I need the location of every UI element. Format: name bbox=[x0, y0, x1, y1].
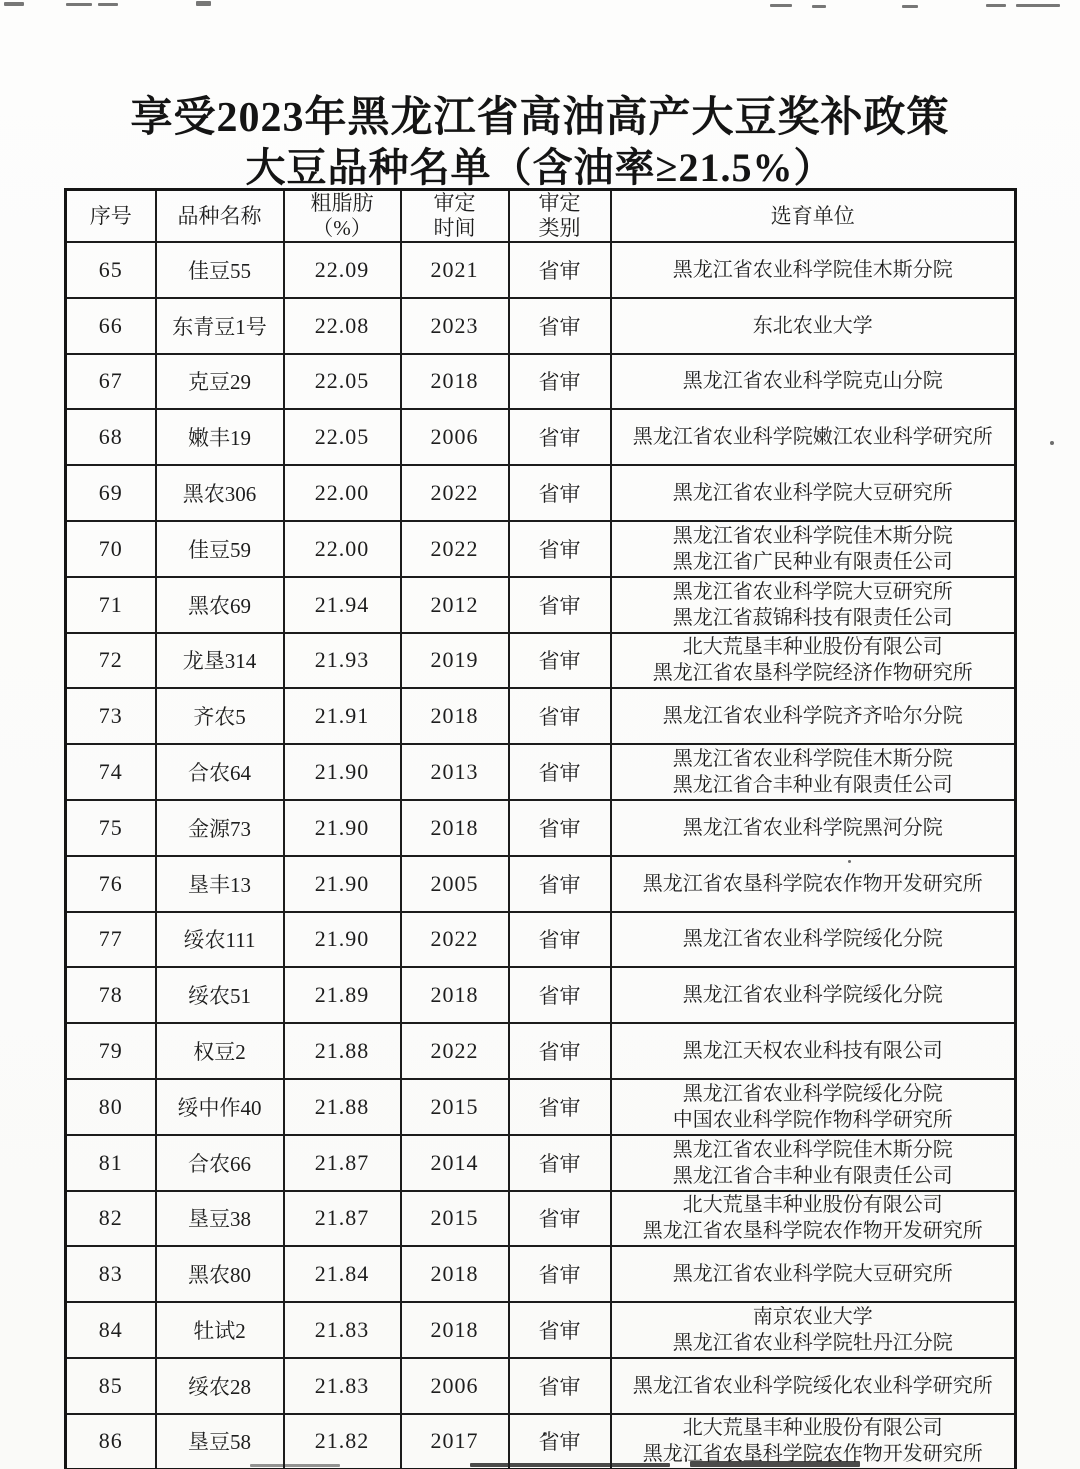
approval-year-cell: 2018 bbox=[401, 1302, 509, 1358]
row-index-cell: 71 bbox=[66, 577, 156, 633]
table-row bbox=[66, 354, 1016, 410]
scan-artifact bbox=[196, 1, 211, 6]
variety-name-cell: 佳豆55 bbox=[156, 242, 284, 298]
approval-category-cell: 省审 bbox=[509, 1358, 611, 1414]
approval-category-cell: 省审 bbox=[509, 1414, 611, 1469]
table-row bbox=[66, 912, 1016, 968]
crude-fat-cell: 21.87 bbox=[284, 1191, 401, 1247]
scan-artifact bbox=[812, 5, 826, 8]
approval-category-cell: 省审 bbox=[509, 354, 611, 410]
scan-artifact bbox=[98, 3, 118, 6]
approval-category-cell: 省审 bbox=[509, 242, 611, 298]
approval-category-cell: 省审 bbox=[509, 465, 611, 521]
scan-artifact-dot bbox=[1050, 441, 1054, 445]
approval-year-cell: 2023 bbox=[401, 298, 509, 354]
breeding-unit-cell: 北大荒垦丰种业股份有限公司 黑龙江省农垦科学院经济作物研究所 bbox=[611, 633, 1016, 689]
approval-category-cell: 省审 bbox=[509, 856, 611, 912]
crude-fat-cell: 21.90 bbox=[284, 856, 401, 912]
approval-category-cell: 省审 bbox=[509, 1079, 611, 1135]
row-index-cell: 80 bbox=[66, 1079, 156, 1135]
variety-name-cell: 黑农306 bbox=[156, 465, 284, 521]
approval-category-cell: 省审 bbox=[509, 1246, 611, 1302]
variety-name-cell: 佳豆59 bbox=[156, 521, 284, 577]
breeding-unit-cell: 北大荒垦丰种业股份有限公司 黑龙江省农垦科学院农作物开发研究所 bbox=[611, 1191, 1016, 1247]
approval-year-cell: 2015 bbox=[401, 1079, 509, 1135]
breeding-unit-cell: 黑龙江省农业科学院大豆研究所 bbox=[611, 465, 1016, 521]
approval-category-cell: 省审 bbox=[509, 633, 611, 689]
row-index-cell: 85 bbox=[66, 1358, 156, 1414]
table-row bbox=[66, 577, 1016, 633]
table-row bbox=[66, 688, 1016, 744]
approval-year-cell: 2022 bbox=[401, 912, 509, 968]
document-title-line1: 享受2023年黑龙江省高油高产大豆奖补政策 bbox=[130, 95, 950, 141]
row-index-cell: 76 bbox=[66, 856, 156, 912]
approval-year-cell: 2018 bbox=[401, 967, 509, 1023]
approval-year-cell: 2014 bbox=[401, 1135, 509, 1191]
scan-artifact bbox=[66, 3, 92, 6]
breeding-unit-cell: 南京农业大学 黑龙江省农业科学院牡丹江分院 bbox=[611, 1302, 1016, 1358]
variety-name-cell: 黑农69 bbox=[156, 577, 284, 633]
variety-name-cell: 合农66 bbox=[156, 1135, 284, 1191]
col-header-index: 序号 bbox=[66, 190, 156, 243]
scan-artifact bbox=[1016, 4, 1060, 7]
approval-year-cell: 2013 bbox=[401, 744, 509, 800]
approval-year-cell: 2015 bbox=[401, 1191, 509, 1247]
crude-fat-cell: 21.90 bbox=[284, 912, 401, 968]
crude-fat-cell: 22.00 bbox=[284, 521, 401, 577]
scan-artifact bbox=[4, 2, 24, 6]
breeding-unit-cell: 黑龙江省农业科学院黑河分院 bbox=[611, 800, 1016, 856]
crude-fat-cell: 21.83 bbox=[284, 1302, 401, 1358]
crude-fat-cell: 22.09 bbox=[284, 242, 401, 298]
row-index-cell: 72 bbox=[66, 633, 156, 689]
row-index-cell: 69 bbox=[66, 465, 156, 521]
row-index-cell: 84 bbox=[66, 1302, 156, 1358]
variety-name-cell: 东青豆1号 bbox=[156, 298, 284, 354]
crude-fat-cell: 21.88 bbox=[284, 1023, 401, 1079]
row-index-cell: 65 bbox=[66, 242, 156, 298]
approval-category-cell: 省审 bbox=[509, 688, 611, 744]
crude-fat-cell: 21.90 bbox=[284, 744, 401, 800]
breeding-unit-cell: 黑龙江省农业科学院大豆研究所 黑龙江省菽锦科技有限责任公司 bbox=[611, 577, 1016, 633]
table-row bbox=[66, 1414, 1016, 1469]
breeding-unit-cell: 黑龙江省农业科学院绥化分院 bbox=[611, 967, 1016, 1023]
breeding-unit-cell: 黑龙江省农业科学院绥化分院 bbox=[611, 912, 1016, 968]
variety-name-cell: 克豆29 bbox=[156, 354, 284, 410]
variety-name-cell: 垦豆58 bbox=[156, 1414, 284, 1469]
table-row bbox=[66, 967, 1016, 1023]
approval-year-cell: 2012 bbox=[401, 577, 509, 633]
row-index-cell: 70 bbox=[66, 521, 156, 577]
variety-name-cell: 绥农111 bbox=[156, 912, 284, 968]
approval-category-cell: 省审 bbox=[509, 1023, 611, 1079]
variety-name-cell: 黑农80 bbox=[156, 1246, 284, 1302]
approval-year-cell: 2018 bbox=[401, 688, 509, 744]
approval-category-cell: 省审 bbox=[509, 298, 611, 354]
col-header-crude-fat: 粗脂肪 （%） bbox=[284, 190, 401, 243]
approval-year-cell: 2022 bbox=[401, 465, 509, 521]
row-index-cell: 74 bbox=[66, 744, 156, 800]
approval-year-cell: 2018 bbox=[401, 1246, 509, 1302]
table-row bbox=[66, 856, 1016, 912]
table-row bbox=[66, 633, 1016, 689]
table-row bbox=[66, 409, 1016, 465]
approval-category-cell: 省审 bbox=[509, 1191, 611, 1247]
table-row bbox=[66, 1358, 1016, 1414]
variety-name-cell: 垦豆38 bbox=[156, 1191, 284, 1247]
crude-fat-cell: 21.94 bbox=[284, 577, 401, 633]
approval-category-cell: 省审 bbox=[509, 1302, 611, 1358]
col-header-breeding-unit: 选育单位 bbox=[611, 190, 1016, 243]
col-header-approval-category: 审定 类别 bbox=[509, 190, 611, 243]
table-row bbox=[66, 298, 1016, 354]
row-index-cell: 66 bbox=[66, 298, 156, 354]
table-row bbox=[66, 1135, 1016, 1191]
approval-year-cell: 2021 bbox=[401, 242, 509, 298]
crude-fat-cell: 21.83 bbox=[284, 1358, 401, 1414]
table-row bbox=[66, 1023, 1016, 1079]
approval-year-cell: 2019 bbox=[401, 633, 509, 689]
breeding-unit-cell: 黑龙江省农业科学院绥化农业科学研究所 bbox=[611, 1358, 1016, 1414]
breeding-unit-cell: 黑龙江省农业科学院嫩江农业科学研究所 bbox=[611, 409, 1016, 465]
variety-name-cell: 垦丰13 bbox=[156, 856, 284, 912]
table-row bbox=[66, 744, 1016, 800]
breeding-unit-cell: 东北农业大学 bbox=[611, 298, 1016, 354]
variety-name-cell: 嫩丰19 bbox=[156, 409, 284, 465]
table-row bbox=[66, 800, 1016, 856]
breeding-unit-cell: 黑龙江省农业科学院大豆研究所 bbox=[611, 1246, 1016, 1302]
table-row bbox=[66, 465, 1016, 521]
table-row bbox=[66, 1079, 1016, 1135]
breeding-unit-cell: 黑龙江省农业科学院佳木斯分院 黑龙江省广民种业有限责任公司 bbox=[611, 521, 1016, 577]
row-index-cell: 79 bbox=[66, 1023, 156, 1079]
approval-category-cell: 省审 bbox=[509, 800, 611, 856]
table-header-row bbox=[66, 190, 1016, 243]
approval-category-cell: 省审 bbox=[509, 521, 611, 577]
row-index-cell: 86 bbox=[66, 1414, 156, 1469]
row-index-cell: 73 bbox=[66, 688, 156, 744]
breeding-unit-cell: 北大荒垦丰种业股份有限公司 黑龙江省农垦科学院农作物开发研究所 bbox=[611, 1414, 1016, 1469]
table-body bbox=[66, 242, 1016, 1469]
variety-name-cell: 龙垦314 bbox=[156, 633, 284, 689]
approval-category-cell: 省审 bbox=[509, 744, 611, 800]
breeding-unit-cell: 黑龙江省农垦科学院农作物开发研究所 bbox=[611, 856, 1016, 912]
breeding-unit-cell: 黑龙江天权农业科技有限公司 bbox=[611, 1023, 1016, 1079]
approval-category-cell: 省审 bbox=[509, 577, 611, 633]
crude-fat-cell: 21.84 bbox=[284, 1246, 401, 1302]
variety-name-cell: 绥农28 bbox=[156, 1358, 284, 1414]
variety-name-cell: 合农64 bbox=[156, 744, 284, 800]
variety-name-cell: 金源73 bbox=[156, 800, 284, 856]
col-header-variety-name: 品种名称 bbox=[156, 190, 284, 243]
breeding-unit-cell: 黑龙江省农业科学院克山分院 bbox=[611, 354, 1016, 410]
crude-fat-cell: 22.00 bbox=[284, 465, 401, 521]
row-index-cell: 67 bbox=[66, 354, 156, 410]
breeding-unit-cell: 黑龙江省农业科学院齐齐哈尔分院 bbox=[611, 688, 1016, 744]
scan-artifact bbox=[902, 5, 918, 8]
approval-year-cell: 2018 bbox=[401, 800, 509, 856]
approval-year-cell: 2006 bbox=[401, 1358, 509, 1414]
row-index-cell: 68 bbox=[66, 409, 156, 465]
approval-year-cell: 2017 bbox=[401, 1414, 509, 1469]
soybean-variety-table bbox=[64, 188, 1017, 1469]
row-index-cell: 82 bbox=[66, 1191, 156, 1247]
crude-fat-cell: 22.05 bbox=[284, 354, 401, 410]
approval-year-cell: 2018 bbox=[401, 354, 509, 410]
variety-name-cell: 权豆2 bbox=[156, 1023, 284, 1079]
row-index-cell: 75 bbox=[66, 800, 156, 856]
breeding-unit-cell: 黑龙江省农业科学院佳木斯分院 黑龙江省合丰种业有限责任公司 bbox=[611, 1135, 1016, 1191]
approval-year-cell: 2005 bbox=[401, 856, 509, 912]
document-title-line2: 大豆品种名单（含油率≥21.5%） bbox=[245, 145, 835, 190]
approval-category-cell: 省审 bbox=[509, 912, 611, 968]
breeding-unit-cell: 黑龙江省农业科学院绥化分院 中国农业科学院作物科学研究所 bbox=[611, 1079, 1016, 1135]
variety-name-cell: 绥中作40 bbox=[156, 1079, 284, 1135]
table-row bbox=[66, 242, 1016, 298]
crude-fat-cell: 22.08 bbox=[284, 298, 401, 354]
variety-name-cell: 齐农5 bbox=[156, 688, 284, 744]
approval-year-cell: 2006 bbox=[401, 409, 509, 465]
crude-fat-cell: 21.88 bbox=[284, 1079, 401, 1135]
approval-category-cell: 省审 bbox=[509, 967, 611, 1023]
table-row bbox=[66, 1191, 1016, 1247]
row-index-cell: 78 bbox=[66, 967, 156, 1023]
crude-fat-cell: 21.82 bbox=[284, 1414, 401, 1469]
crude-fat-cell: 21.93 bbox=[284, 633, 401, 689]
crude-fat-cell: 21.91 bbox=[284, 688, 401, 744]
breeding-unit-cell: 黑龙江省农业科学院佳木斯分院 黑龙江省合丰种业有限责任公司 bbox=[611, 744, 1016, 800]
table-row bbox=[66, 521, 1016, 577]
crude-fat-cell: 22.05 bbox=[284, 409, 401, 465]
table-row bbox=[66, 1302, 1016, 1358]
scan-artifact bbox=[770, 4, 792, 7]
variety-name-cell: 牡试2 bbox=[156, 1302, 284, 1358]
crude-fat-cell: 21.87 bbox=[284, 1135, 401, 1191]
breeding-unit-cell: 黑龙江省农业科学院佳木斯分院 bbox=[611, 242, 1016, 298]
row-index-cell: 83 bbox=[66, 1246, 156, 1302]
row-index-cell: 77 bbox=[66, 912, 156, 968]
approval-year-cell: 2022 bbox=[401, 1023, 509, 1079]
row-index-cell: 81 bbox=[66, 1135, 156, 1191]
variety-name-cell: 绥农51 bbox=[156, 967, 284, 1023]
approval-year-cell: 2022 bbox=[401, 521, 509, 577]
table-row bbox=[66, 1246, 1016, 1302]
approval-category-cell: 省审 bbox=[509, 1135, 611, 1191]
col-header-approval-year: 审定 时间 bbox=[401, 190, 509, 243]
scan-artifact bbox=[986, 4, 1006, 7]
crude-fat-cell: 21.90 bbox=[284, 800, 401, 856]
crude-fat-cell: 21.89 bbox=[284, 967, 401, 1023]
approval-category-cell: 省审 bbox=[509, 409, 611, 465]
